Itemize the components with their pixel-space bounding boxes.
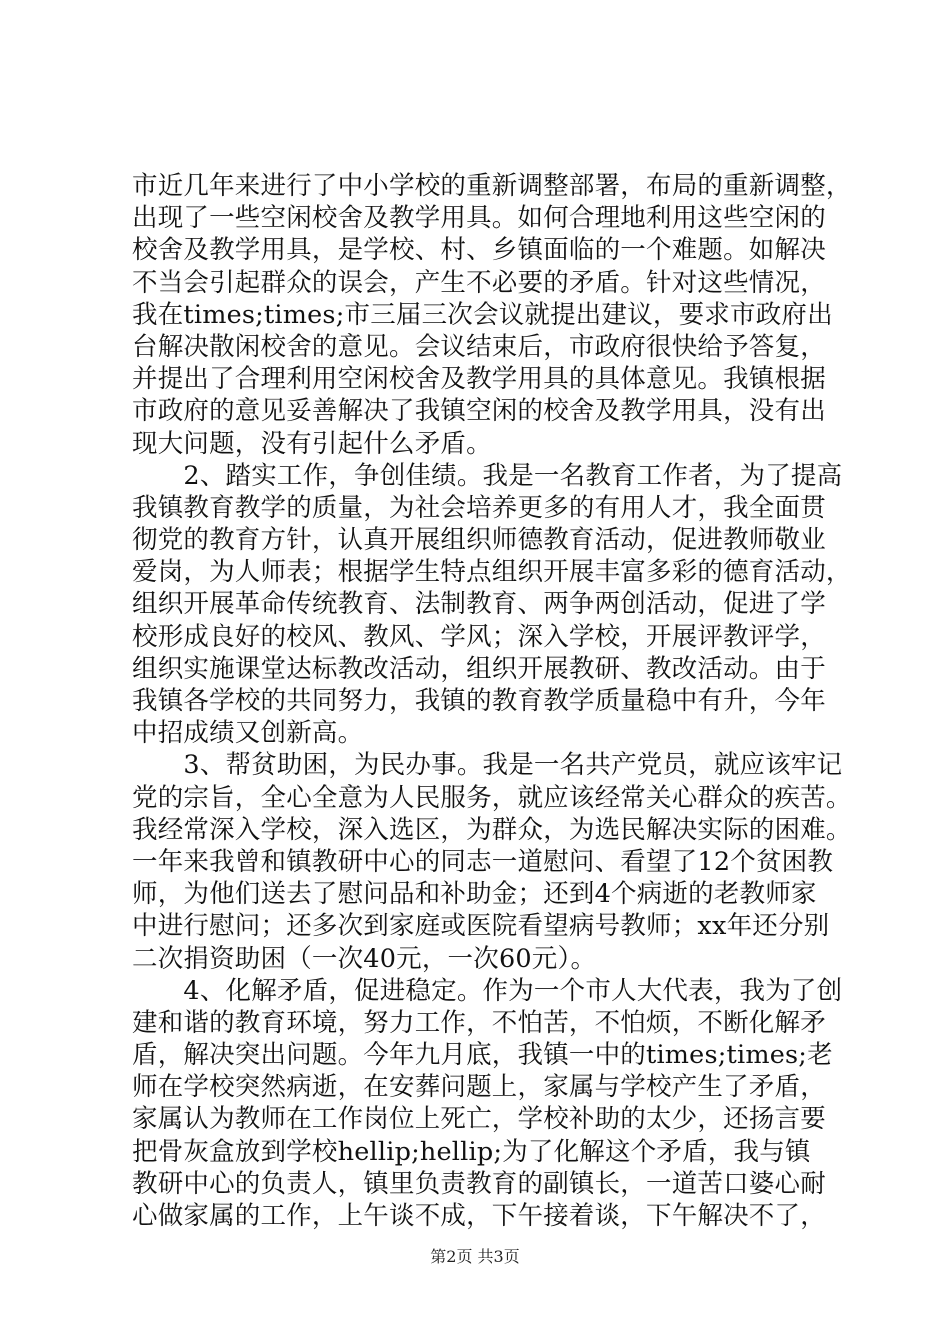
text-line: 不当会引起群众的误会，产生不必要的矛盾。针对这些情况， bbox=[132, 267, 826, 298]
text-line: 校形成良好的校风、教风、学风；深入学校，开展评教评学， bbox=[132, 621, 826, 652]
text-line: 二次捐资助困（一次40元，一次60元）。 bbox=[132, 943, 597, 974]
text-line: 并提出了合理利用空闲校舍及教学用具的具体意见。我镇根据 bbox=[132, 364, 826, 395]
text-line: 市近几年来进行了中小学校的重新调整部署，布局的重新调整， bbox=[132, 171, 852, 201]
page-footer: 第2页 共3页 bbox=[430, 1247, 520, 1266]
text-line: 党的宗旨，全心全意为人民服务，就应该经常关心群众的疾苦。 bbox=[132, 782, 852, 813]
text-line: 现大问题，没有引起什么矛盾。 bbox=[132, 428, 492, 459]
text-line: 把骨灰盒放到学校hellip;hellip;为了化解这个矛盾，我与镇 bbox=[132, 1136, 811, 1167]
text-line: 一年来我曾和镇教研中心的同志一道慰问、看望了12个贫困教 bbox=[132, 846, 834, 877]
text-line: 台解决散闲校舍的意见。会议结束后，市政府很快给予答复， bbox=[132, 331, 826, 362]
text-line: 我镇教育教学的质量，为社会培养更多的有用人才，我全面贯 bbox=[132, 492, 826, 523]
text-line: 师，为他们送去了慰问品和补助金；还到4个病逝的老教师家 bbox=[132, 879, 817, 910]
text-line: 建和谐的教育环境，努力工作，不怕苦，不怕烦，不断化解矛 bbox=[132, 1007, 826, 1038]
text-line: 家属认为教师在工作岗位上死亡，学校补助的太少，还扬言要 bbox=[132, 1104, 826, 1135]
text-line: 爱岗，为人师表；根据学生特点组织开展丰富多彩的德育活动， bbox=[132, 557, 852, 588]
text-line: 3、帮贫助困，为民办事。我是一名共产党员，就应该牢记 bbox=[132, 750, 843, 781]
text-line: 心做家属的工作，上午谈不成，下午接着谈，下午解决不了， bbox=[132, 1201, 826, 1231]
text-line: 盾，解决突出问题。今年九月底，我镇一中的times;times;老 bbox=[132, 1040, 833, 1071]
text-line: 校舍及教学用具，是学校、村、乡镇面临的一个难题。如解决 bbox=[132, 235, 826, 266]
text-line: 组织实施课堂达标教改活动，组织开展教研、教改活动。由于 bbox=[132, 653, 826, 684]
text-line: 4、化解矛盾，促进稳定。作为一个市人大代表，我为了创 bbox=[132, 975, 843, 1006]
text-line: 教研中心的负责人，镇里负责教育的副镇长，一道苦口婆心耐 bbox=[132, 1168, 826, 1199]
text-line: 出现了一些空闲校舍及教学用具。如何合理地利用这些空闲的 bbox=[132, 203, 826, 234]
text-line: 中进行慰问；还多次到家庭或医院看望病号教师；xx年还分别 bbox=[132, 911, 830, 942]
text-line: 我经常深入学校，深入选区，为群众，为选民解决实际的困难。 bbox=[132, 814, 852, 845]
text-line: 中招成绩又创新高。 bbox=[132, 718, 364, 749]
text-line: 彻党的教育方针，认真开展组织师德教育活动，促进教师敬业 bbox=[132, 525, 826, 556]
text-line: 我镇各学校的共同努力，我镇的教育教学质量稳中有升，今年 bbox=[132, 686, 826, 716]
body-text bbox=[132, 170, 852, 1232]
text-line: 我在times;times;市三届三次会议就提出建议，要求市政府出 bbox=[132, 299, 833, 330]
text-line: 组织开展革命传统教育、法制教育、两争两创活动，促进了学 bbox=[132, 589, 826, 620]
text-line: 师在学校突然病逝，在安葬问题上，家属与学校产生了矛盾， bbox=[132, 1072, 826, 1103]
text-line: 市政府的意见妥善解决了我镇空闲的校舍及教学用具，没有出 bbox=[132, 396, 826, 427]
text-line: 2、踏实工作，争创佳绩。我是一名教育工作者，为了提高 bbox=[132, 460, 843, 491]
